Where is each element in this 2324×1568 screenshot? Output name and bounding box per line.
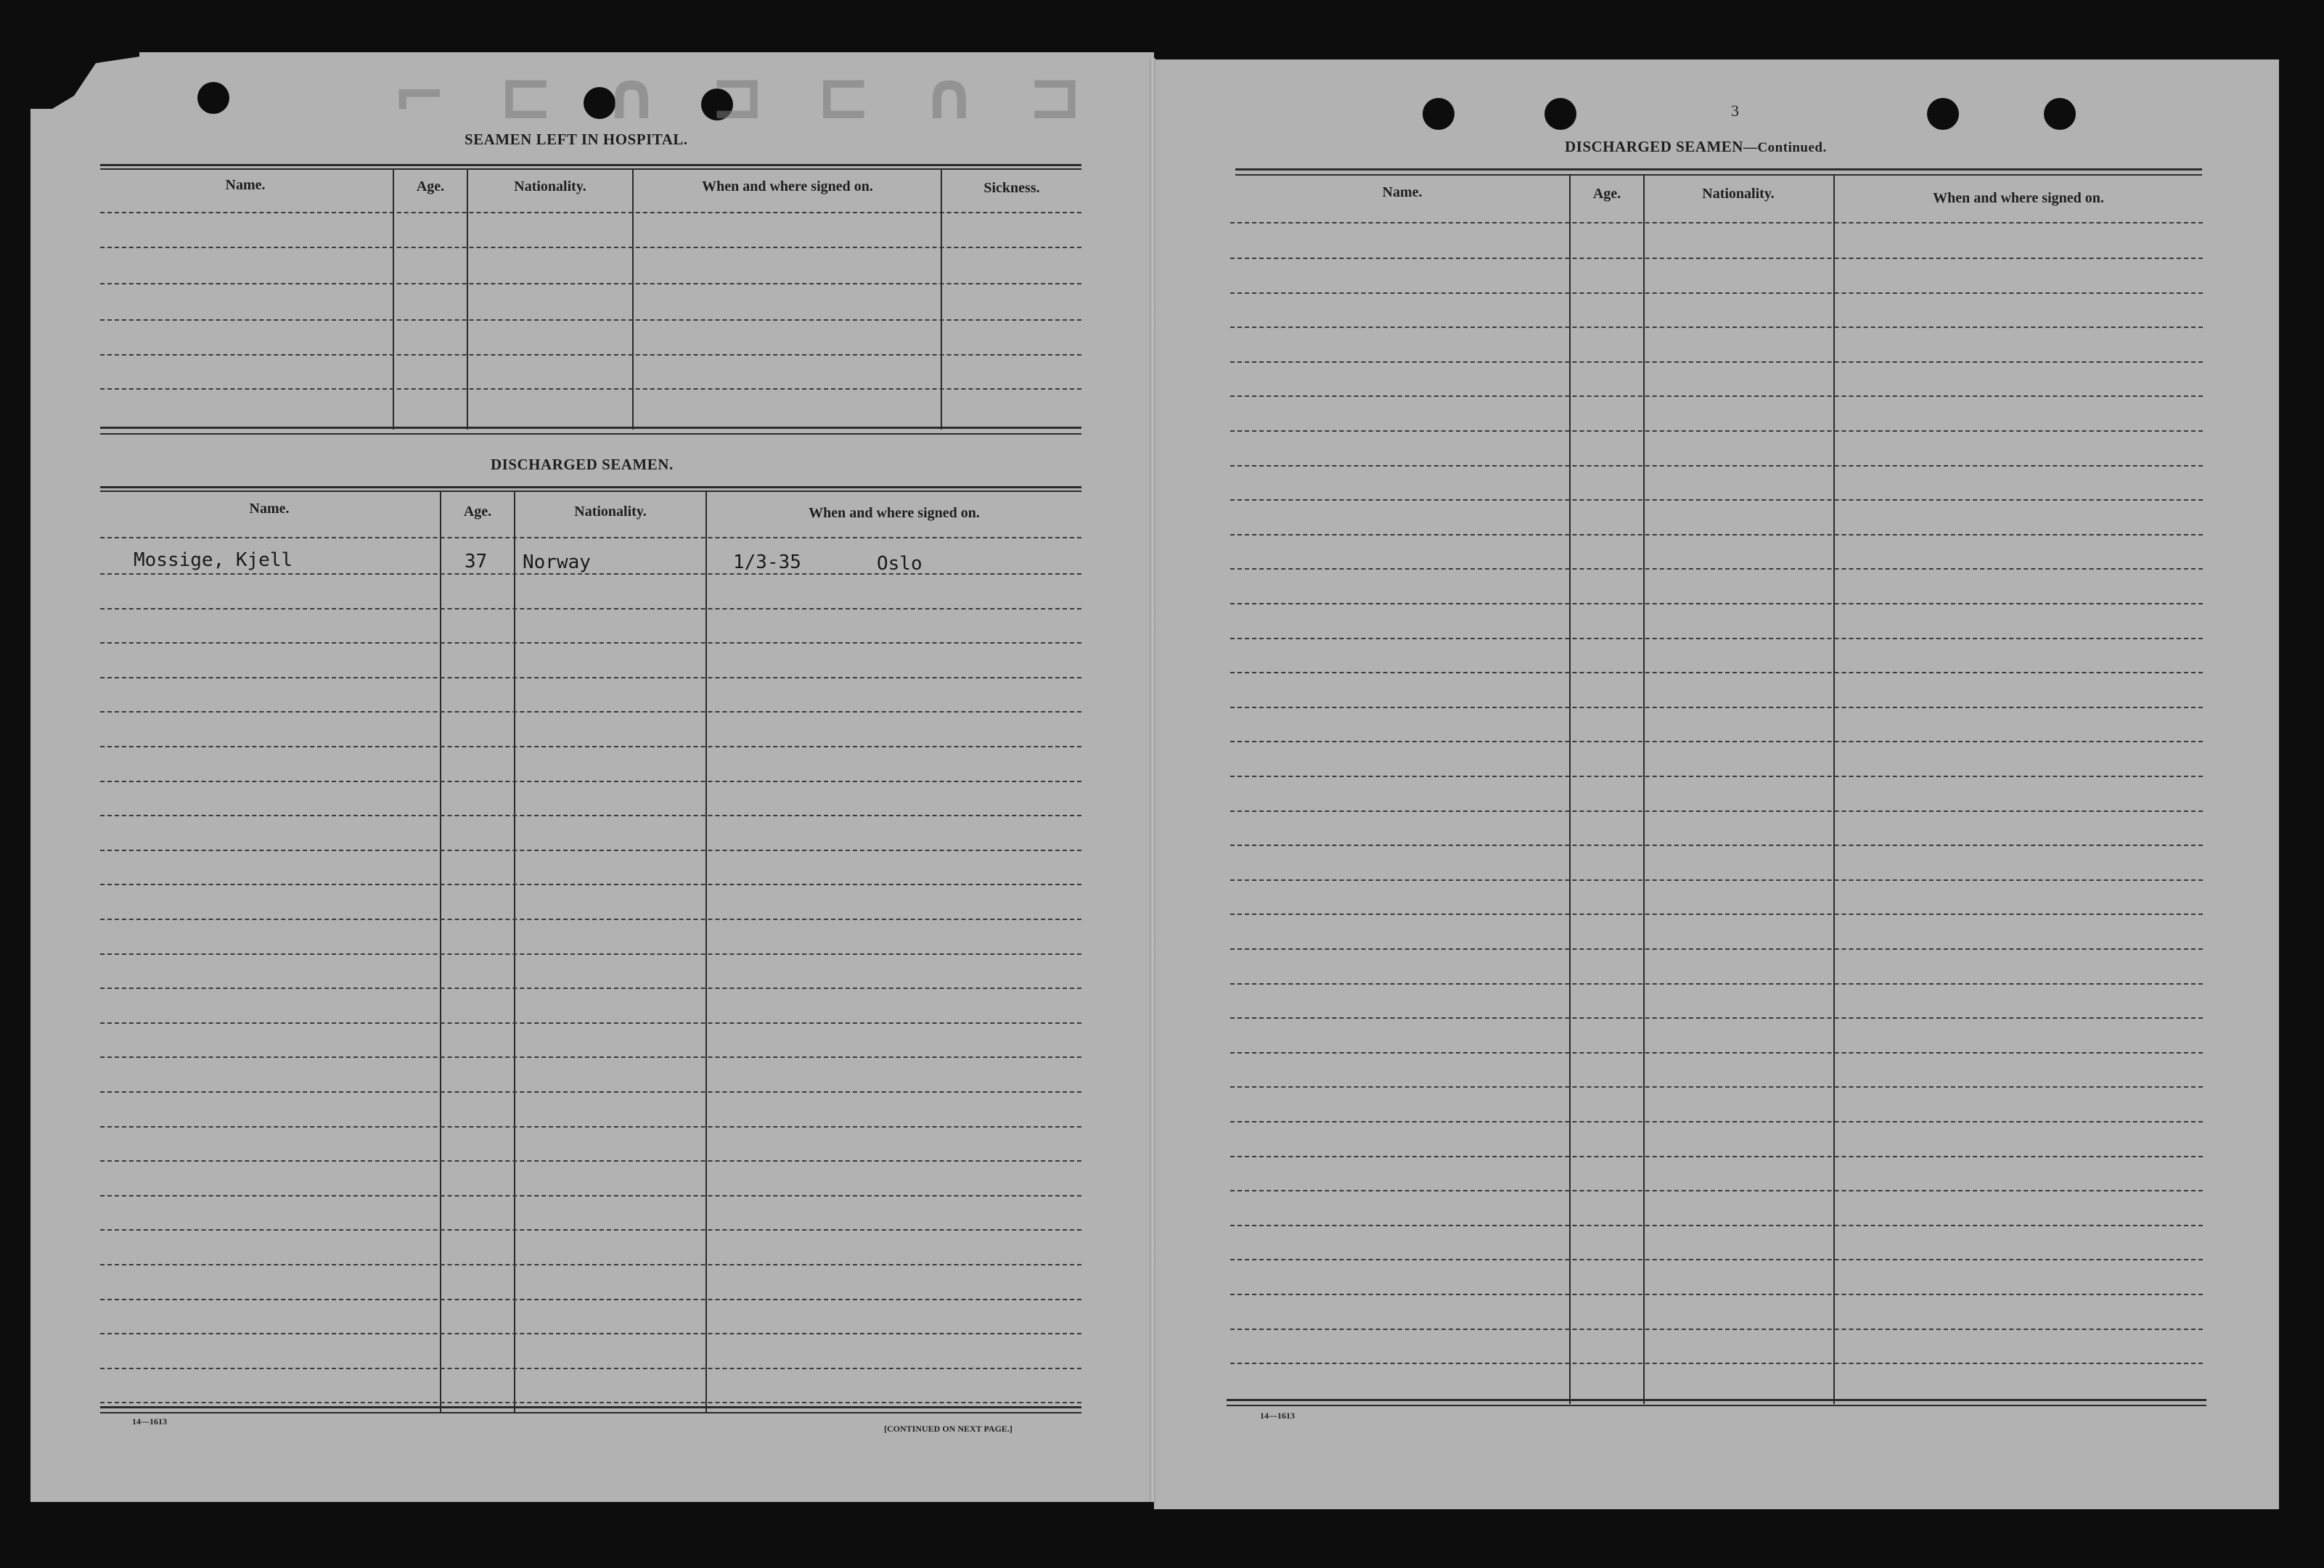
discharged-section-title: DISCHARGED SEAMEN. xyxy=(491,456,674,473)
header-divider xyxy=(1230,222,2203,223)
column-header-name: Name. xyxy=(225,177,266,193)
row-line xyxy=(1230,810,2203,812)
punch-hole xyxy=(197,82,229,114)
row-line xyxy=(1230,1052,2203,1054)
row-line xyxy=(100,711,1081,713)
row-line xyxy=(100,746,1081,747)
column-header-sickness: Sickness. xyxy=(983,180,1040,196)
row-line xyxy=(100,1022,1081,1024)
row-line xyxy=(1230,707,2203,708)
row-line xyxy=(100,1264,1081,1265)
row-line xyxy=(100,1299,1081,1300)
row-line xyxy=(100,884,1081,885)
column-header-name: Name. xyxy=(249,501,290,517)
punch-hole xyxy=(2044,98,2076,130)
row-line xyxy=(1230,1086,2203,1088)
row-line xyxy=(1230,948,2203,950)
row-line xyxy=(1230,638,2203,639)
row-line xyxy=(1230,914,2203,915)
column-header-nationality: Nationality. xyxy=(514,178,586,194)
row-line xyxy=(1230,534,2203,535)
row-line xyxy=(100,283,1081,284)
punch-hole xyxy=(1544,98,1576,130)
row-line xyxy=(100,953,1081,955)
table-rule xyxy=(1227,1399,2206,1401)
form-number: 14—1613 xyxy=(1260,1411,1295,1421)
seaman-nationality: Norway xyxy=(523,551,591,573)
row-line xyxy=(100,919,1081,920)
row-line xyxy=(1230,603,2203,604)
column-header-signed-on: When and where signed on. xyxy=(1933,190,2104,206)
column-header-name: Name. xyxy=(1382,184,1423,200)
column-divider xyxy=(1643,174,1645,1404)
continued-note: [CONTINUED ON NEXT PAGE.] xyxy=(884,1424,1012,1434)
column-header-nationality: Nationality. xyxy=(1702,186,1775,202)
table-rule xyxy=(100,168,1081,170)
row-line xyxy=(1230,499,2203,501)
row-line xyxy=(100,850,1081,851)
row-line xyxy=(1230,465,2203,467)
faded-stamp: ⌐ ⊏ ∩ ⊐ ⊏ ∩ ⊐ xyxy=(392,58,1097,134)
row-line xyxy=(100,1126,1081,1128)
table-rule xyxy=(1227,1405,2206,1406)
column-header-age: Age. xyxy=(463,504,492,520)
table-rule xyxy=(100,1406,1081,1408)
right-title-main: DISCHARGED SEAMEN xyxy=(1565,138,1743,155)
row-line xyxy=(1230,776,2203,777)
row-line xyxy=(1230,879,2203,881)
row-line xyxy=(1230,983,2203,985)
seaman-name: Mossige, Kjell xyxy=(134,549,293,571)
row-line xyxy=(100,1333,1081,1334)
row-line xyxy=(100,247,1081,248)
row-line xyxy=(100,319,1081,321)
column-divider xyxy=(393,168,394,430)
row-line xyxy=(1230,845,2203,846)
column-divider xyxy=(941,168,942,430)
row-line xyxy=(1230,292,2203,294)
row-line xyxy=(1230,1259,2203,1260)
row-line xyxy=(100,354,1081,356)
row-line xyxy=(1230,1363,2203,1364)
row-line xyxy=(100,1160,1081,1162)
right-section-title xyxy=(1565,138,1827,156)
table-rule xyxy=(100,427,1081,429)
row-line xyxy=(100,1402,1081,1403)
column-divider xyxy=(705,490,707,1412)
table-rule xyxy=(100,486,1081,488)
seaman-signed-date: 1/3-35 xyxy=(733,551,801,573)
punch-hole xyxy=(1927,98,1959,130)
row-line xyxy=(100,642,1081,644)
row-line xyxy=(100,781,1081,782)
row-line xyxy=(100,988,1081,989)
row-line xyxy=(100,1368,1081,1369)
row-line xyxy=(100,677,1081,678)
column-header-signed-on: When and where signed on. xyxy=(702,178,873,194)
row-line xyxy=(100,815,1081,816)
page-number: 3 xyxy=(1731,102,1739,120)
column-divider xyxy=(467,168,468,430)
row-line xyxy=(1230,1156,2203,1157)
left-page xyxy=(30,52,1154,1502)
row-line xyxy=(100,1229,1081,1231)
header-divider xyxy=(100,537,1081,538)
row-line xyxy=(100,1195,1081,1196)
seaman-age: 37 xyxy=(465,551,488,572)
row-line xyxy=(100,608,1081,609)
table-rule xyxy=(100,433,1081,435)
header-divider xyxy=(100,212,1081,213)
column-divider xyxy=(514,490,515,1412)
table-rule xyxy=(100,490,1081,492)
column-header-age: Age. xyxy=(416,178,445,194)
row-line xyxy=(1230,672,2203,673)
row-line xyxy=(1230,741,2203,742)
row-line xyxy=(1230,1294,2203,1295)
row-line xyxy=(100,573,1081,575)
row-line xyxy=(1230,327,2203,328)
form-number: 14—1613 xyxy=(132,1416,167,1427)
column-divider xyxy=(440,490,441,1412)
row-line xyxy=(1230,1190,2203,1191)
page-fold xyxy=(1150,58,1155,1502)
table-rule xyxy=(100,164,1081,166)
column-divider xyxy=(1569,174,1571,1404)
row-line xyxy=(100,1091,1081,1093)
right-page xyxy=(1154,59,2279,1509)
row-line xyxy=(100,388,1081,390)
row-line xyxy=(1230,1225,2203,1226)
column-header-signed-on: When and where signed on. xyxy=(809,505,980,521)
column-header-age: Age. xyxy=(1592,186,1621,202)
row-line xyxy=(1230,258,2203,259)
table-rule xyxy=(1235,174,2202,176)
row-line xyxy=(1230,568,2203,570)
punch-hole xyxy=(1423,98,1454,130)
column-divider xyxy=(1833,174,1835,1404)
row-line xyxy=(1230,361,2203,363)
row-line xyxy=(1230,1121,2203,1122)
right-title-suffix: —Continued. xyxy=(1743,140,1827,155)
seaman-signed-place: Oslo xyxy=(877,553,922,575)
table-rule xyxy=(1235,168,2202,171)
row-line xyxy=(1230,1329,2203,1330)
hospital-section-title: SEAMEN LEFT IN HOSPITAL. xyxy=(465,131,688,148)
row-line xyxy=(1230,430,2203,432)
table-rule xyxy=(100,1412,1081,1413)
column-header-nationality: Nationality. xyxy=(574,504,647,520)
row-line xyxy=(1230,1017,2203,1019)
column-divider xyxy=(632,168,634,430)
row-line xyxy=(100,1056,1081,1058)
row-line xyxy=(1230,395,2203,397)
